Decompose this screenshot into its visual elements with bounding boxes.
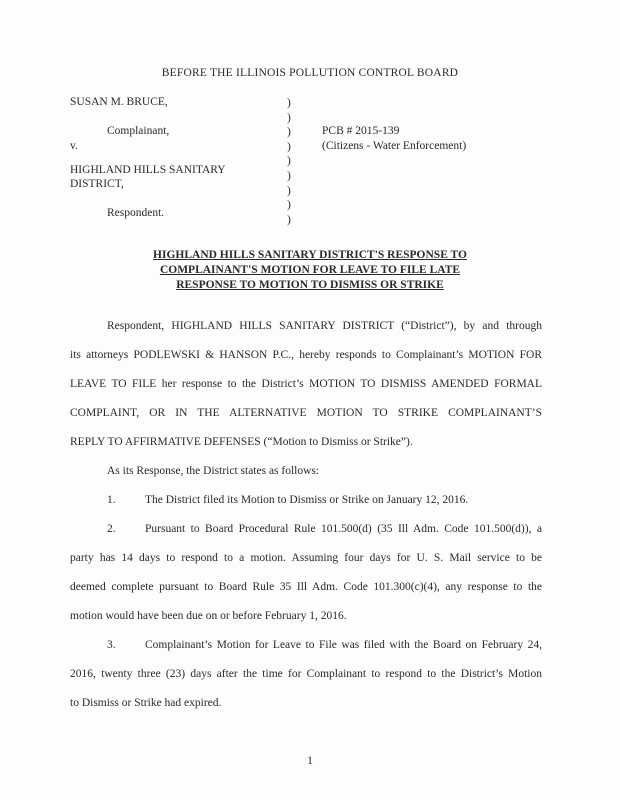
paragraph-line: party has 14 days to respond to a motion. Assuming four days for U. S. Mail service to be bbox=[70, 552, 542, 564]
title-line: HIGHLAND HILLS SANITARY DISTRICT'S RESPONSE TO bbox=[153, 249, 467, 261]
paragraph-number: 2. bbox=[107, 523, 116, 535]
paragraph-line: to Dismiss or Strike had expired. bbox=[70, 697, 222, 709]
respondent-name-line1: HIGHLAND HILLS SANITARY bbox=[70, 164, 226, 176]
paren: ) bbox=[287, 140, 291, 153]
intro-line: LEAVE TO FILE her response to the District’s MOTION TO DISMISS AMENDED FORMAL bbox=[70, 378, 542, 390]
court-heading: BEFORE THE ILLINOIS POLLUTION CONTROL BOARD bbox=[161, 67, 459, 79]
paren: ) bbox=[287, 155, 291, 168]
complainant-name: SUSAN M. BRUCE, bbox=[70, 96, 168, 108]
intro-line: Respondent, HIGHLAND HILLS SANITARY DISTRICT (“District”), by and through bbox=[107, 320, 542, 332]
case-type: (Citizens - Water Enforcement) bbox=[322, 140, 467, 152]
versus-label: v. bbox=[70, 140, 78, 152]
case-number: PCB # 2015-139 bbox=[322, 125, 400, 137]
document-title bbox=[0, 248, 620, 293]
title-line: COMPLAINANT'S MOTION FOR LEAVE TO FILE LATE bbox=[159, 264, 461, 276]
caption-parentheses bbox=[287, 96, 291, 227]
paren: ) bbox=[287, 199, 291, 212]
complainant-role: Complainant, bbox=[107, 125, 170, 137]
respondent-name-line2: DISTRICT, bbox=[70, 178, 124, 190]
page-number: 1 bbox=[307, 755, 313, 767]
paren: ) bbox=[287, 111, 291, 124]
intro-line: its attorneys PODLEWSKI & HANSON P.C., hereby responds to Complainant’s MOTION FOR bbox=[70, 349, 542, 361]
states-as-follows: As its Response, the District states as follows: bbox=[107, 465, 320, 477]
paragraph-line: deemed complete pursuant to Board Rule 35 Ill Adm. Code 101.300(c)(4), any response to the bbox=[70, 581, 542, 593]
paragraph-number: 1. bbox=[107, 494, 116, 506]
paren: ) bbox=[287, 97, 291, 109]
intro-line: COMPLAINT, OR IN THE ALTERNATIVE MOTION TO STRIKE COMPLAINANT’S bbox=[70, 407, 542, 419]
paragraph-line: Complainant’s Motion for Leave to File was filed with the Board on February 24, bbox=[145, 639, 542, 651]
intro-line: REPLY TO AFFIRMATIVE DEFENSES (“Motion to Dismiss or Strike”). bbox=[70, 436, 413, 448]
paren: ) bbox=[287, 126, 291, 139]
paragraph-line: 2016, twenty three (23) days after the time for Complainant to respond to the District’s Motion bbox=[70, 668, 542, 680]
paren: ) bbox=[287, 213, 291, 226]
paragraph-line: Pursuant to Board Procedural Rule 101.500(d) (35 Ill Adm. Code 101.500(d)), a bbox=[145, 523, 542, 535]
paragraph-line: The District filed its Motion to Dismiss or Strike on January 12, 2016. bbox=[145, 494, 469, 506]
respondent-role: Respondent. bbox=[107, 207, 165, 219]
paragraph-line: motion would have been due on or before February 1, 2016. bbox=[70, 610, 347, 622]
title-line: RESPONSE TO MOTION TO DISMISS OR STRIKE bbox=[176, 279, 444, 291]
paren: ) bbox=[287, 169, 291, 182]
paren: ) bbox=[287, 184, 291, 197]
paragraph-number: 3. bbox=[107, 639, 116, 651]
